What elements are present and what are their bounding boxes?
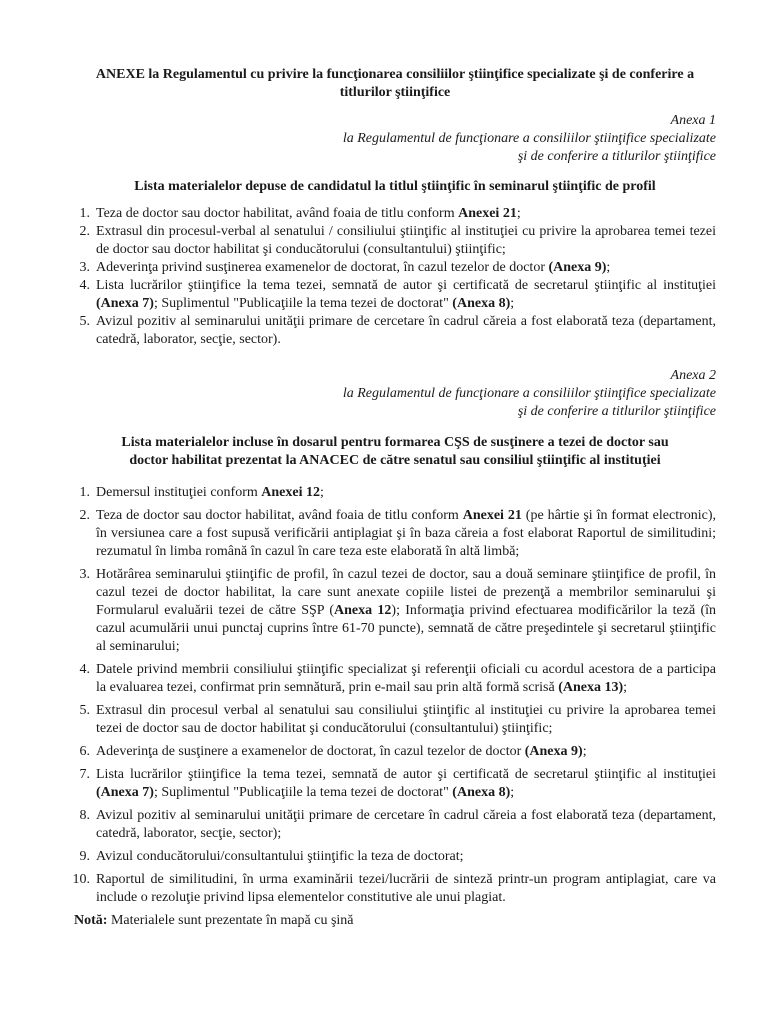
annex-2-ref-line3: şi de conferire a titlurilor ştiinţifice bbox=[517, 404, 716, 419]
list-item: 8. Avizul pozitiv al seminarului unităţii primare de cercetare în cadrul căreia a fost elaborată teza (departament, catedră, laborator, secţie, sector); bbox=[79, 808, 716, 841]
list-item: 6. Adeverinţa de susţinere a examenelor de doctorat, în cazul tezelor de doctor (Anexa 9); bbox=[79, 744, 587, 759]
list-item: 7. Lista lucrărilor ştiinţifice la tema tezei, semnată de autor şi certificată de secretarul ştiinţific al instituţiei (Anexa 7); Suplimentul "Publicaţiile la tema tezei de doctorat" (Anexa 8); bbox=[79, 767, 716, 800]
list-item: 3. Hotărârea seminarului ştiinţific de profil, în cazul tezei de doctor, sau a două seminare ştiinţifice de profil, în cazul tezei de doctor habilitat, la care sunt anexate copiile listei de prezenţă a membrilor seminarului şi Formularul evaluării tezei de către SŞP (Anexa 12); Informaţia privind efectuarea modificărilor la teză (în cazul acumulării unui punctaj cuprins între 61-70 puncte), semnată de către preşedintele şi secretarul ştiinţific al seminarului; bbox=[79, 567, 717, 654]
note-text: Materialele sunt prezentate în mapă cu şină bbox=[107, 913, 354, 928]
list-item: 4. Datele privind membrii consiliului ştiinţific specializat şi referenţii oficiali cu acordul acestora de a participa la evaluarea tezei, confirmat prin semnătură, prin e-mail sau prin altă formă scrisă (Anexa 13); bbox=[79, 662, 716, 695]
list-item: 10. Raportul de similitudini, în urma examinării tezei/lucrării de sinteză printr-un program antiplagiat, care va include o rezoluţie privind lipsa elementelor constitutive ale unui plagiat. bbox=[72, 872, 716, 905]
list-item: 9. Avizul conducătorului/consultantului ştiinţific la teza de doctorat; bbox=[79, 849, 464, 864]
annex-2-title-line2: doctor habilitat prezentat la ANACEC de către senatul sau consiliul ştiinţific al instituţiei bbox=[129, 453, 661, 468]
annex-1-reference bbox=[74, 112, 716, 166]
main-title: ANEXE la Regulamentul cu privire la funcţionarea consiliilor ştiinţifice specializate şi de conferire a titlurilor ştiinţifice bbox=[95, 67, 695, 100]
list-item: 5. Extrasul din procesul verbal al senatului sau consiliului ştiinţific al instituţiei cu privire la aprobarea temei tezei de doctor sau de doctor habilitat şi conducătorului (consultantului) ştiinţific; bbox=[79, 703, 716, 736]
list-item: 4. Lista lucrărilor ştiinţifice la tema tezei, semnată de autor şi certificată de secretarul ştiinţific al instituţiei (Anexa 7); Suplimentul "Publicaţiile la tema tezei de doctorat" (Anexa 8); bbox=[79, 278, 716, 311]
annex-1-ref-line3: şi de conferire a titlurilor ştiinţifice bbox=[517, 149, 716, 164]
annex-2-title bbox=[74, 434, 716, 470]
list-item: 1. Demersul instituţiei conform Anexei 12; bbox=[79, 485, 324, 500]
annex-1-label: Anexa 1 bbox=[670, 113, 716, 128]
list-item: 5. Avizul pozitiv al seminarului unităţii primare de cercetare în cadrul căreia a fost elaborată teza (departament, catedră, laborator, secţie, sector). bbox=[79, 314, 716, 347]
document-page bbox=[74, 66, 716, 944]
annex-2-list bbox=[74, 484, 716, 907]
list-item: 3. Adeverinţa privind susţinerea examenelor de doctorat, în cazul tezelor de doctor (Anexa 9); bbox=[79, 260, 611, 275]
list-item: 2. Teza de doctor sau doctor habilitat, având foaia de titlu conform Anexei 21 (pe hârtie şi în format electronic), în versiunea care a fost supusă verificării antiplagiat şi în baza căreia a fost elaborat Raportul de similitudini; rezumatul în limba română în cazul în care teza este elaborată în altă limbă; bbox=[79, 508, 717, 559]
annex-1-ref-line2: la Regulamentul de funcţionare a consiliilor ştiinţifice specializate bbox=[342, 131, 716, 146]
annex-2-reference bbox=[74, 367, 716, 421]
annex-2-label: Anexa 2 bbox=[670, 368, 716, 383]
annex-2-ref-line2: la Regulamentul de funcţionare a consiliilor ştiinţifice specializate bbox=[342, 386, 716, 401]
note bbox=[74, 912, 716, 930]
annex-1-list bbox=[74, 205, 716, 349]
list-item: 1. Teza de doctor sau doctor habilitat, având foaia de titlu conform Anexei 21; bbox=[79, 206, 521, 221]
list-item: 2. Extrasul din procesul-verbal al senatului / consiliului ştiinţific al instituţiei cu privire la aprobarea temei tezei de doctor sau doctor habilitat şi conducătorului (consultantului) ştiinţific; bbox=[79, 224, 716, 257]
annex-1-title: Lista materialelor depuse de candidatul la titlul ştiinţific în seminarul ştiinţific de profil bbox=[134, 179, 656, 194]
note-label: Notă: bbox=[74, 913, 108, 928]
annex-2-title-line1: Lista materialelor incluse în dosarul pentru formarea CŞS de susţinere a tezei de doctor sau bbox=[121, 435, 669, 450]
